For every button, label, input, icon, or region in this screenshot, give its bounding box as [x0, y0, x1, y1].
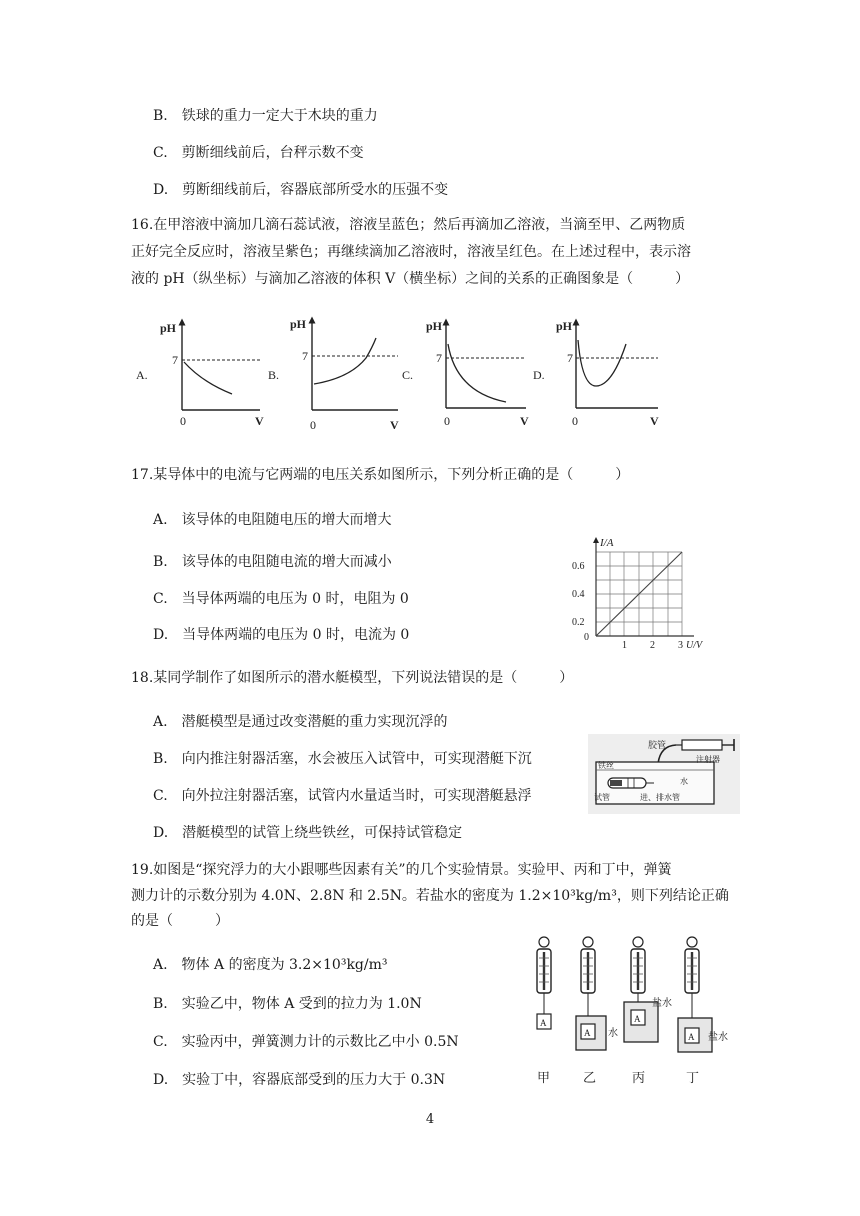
q16-graph-b-xlabel: V: [390, 418, 399, 432]
q19-label-bing: 丙: [632, 1070, 646, 1085]
q19-stem-line2: 测力计的示数分别为 4.0N、2.8N 和 2.5N。若盐水的密度为 1.2×10³kg/m³，则下列结论正确: [131, 888, 729, 904]
q18-submarine-figure: [588, 734, 740, 814]
q17-stem: 17.某导体中的电流与它两端的电压关系如图所示，下列分析正确的是（ ）: [131, 467, 630, 483]
q17-chart-xtick-3: 3: [678, 640, 683, 651]
q19-block-bing: A: [634, 1014, 641, 1024]
q16-graph-a-ylabel: pH: [160, 321, 177, 335]
q19-label-jia: 甲: [537, 1070, 551, 1085]
q16-graph-b-option: B.: [268, 368, 280, 382]
q16-graph-d-ylabel: pH: [556, 319, 573, 333]
q17-option-a: A. 该导体的电阻随电压的增大而增大: [153, 512, 392, 528]
q19-label-ding: 丁: [686, 1070, 700, 1085]
q16-graph-b-ylabel: pH: [290, 317, 307, 331]
q19-liquid-brine-1: 盐水: [652, 998, 672, 1009]
q19-scale-jia: [537, 937, 551, 1029]
q19-option-c: C. 实验丙中，弹簧测力计的示数比乙中小 0.5N: [153, 1034, 459, 1050]
q17-chart-xtick-1: 1: [622, 640, 627, 651]
q17-option-d: D. 当导体两端的电压为 0 时，电流为 0: [153, 627, 410, 643]
q16-graph-a-origin: 0: [180, 414, 186, 428]
q18-label-syringe: 注射器: [696, 755, 720, 764]
q16-graph-c-ref: 7: [436, 351, 442, 365]
q18-label-water: 水: [680, 777, 688, 786]
q18-option-b: B. 向内推注射器活塞，水会被压入试管中，可实现潜艇下沉: [153, 751, 532, 767]
q16-graph-a: [136, 321, 264, 428]
q16-stem-line3: 液的 pH（纵坐标）与滴加乙溶液的体积 V（横坐标）之间的关系的正确图象是（ ）: [131, 271, 690, 287]
q17-chart-ytick-0-4: 0.4: [572, 589, 585, 600]
q19-option-a: A. 物体 A 的密度为 3.2×10³kg/m³: [153, 957, 388, 973]
q19-scale-ding: [678, 937, 712, 1052]
q18-label-tube: 试管: [594, 793, 610, 802]
q19-block-jia: A: [540, 1018, 547, 1028]
q18-option-d: D. 潜艇模型的试管上绕些铁丝，可保持试管稳定: [153, 825, 463, 841]
q17-chart-origin: 0: [584, 632, 589, 643]
q18-option-c: C. 向外拉注射器活塞，试管内水量适当时，可实现潜艇悬浮: [153, 788, 532, 804]
q19-label-yi: 乙: [583, 1070, 597, 1085]
q17-option-c: C. 当导体两端的电压为 0 时，电阻为 0: [153, 591, 409, 607]
q16-graph-c-option: C.: [402, 368, 414, 382]
q16-graph-c: [402, 319, 529, 428]
q16-graph-b-ref: 7: [302, 349, 308, 363]
q16-graph-b-origin: 0: [310, 418, 316, 432]
q17-chart-xtick-2: 2: [650, 640, 655, 651]
q19-scale-bing: [624, 937, 658, 1042]
q15-option-b: B. 铁球的重力一定大于木块的重力: [153, 108, 378, 124]
q18-stem: 18.某同学制作了如图所示的潜水艇模型，下列说法错误的是（ ）: [131, 670, 574, 686]
q17-chart-ytick-0-2: 0.2: [572, 617, 585, 628]
q16-graph-d-origin: 0: [572, 414, 578, 428]
q16-stem-line1: 16.在甲溶液中滴加几滴石蕊试液，溶液呈蓝色；然后再滴加乙溶液，当滴至甲、乙两物质: [131, 217, 686, 233]
q17-chart-ytick-0-6: 0.6: [572, 561, 585, 572]
q16-graph-d-xlabel: V: [650, 414, 659, 428]
q19-liquid-water: 水: [608, 1028, 618, 1039]
q18-label-inlet: 进、排水管: [640, 793, 680, 802]
q15-option-d: D. 剪断细线前后，容器底部所受水的压强不变: [153, 182, 449, 198]
q16-stem-line2: 正好完全反应时，溶液呈紫色；再继续滴加乙溶液时，溶液呈红色。在上述过程中，表示溶: [131, 244, 691, 260]
q17-chart-xlabel: U/V: [686, 640, 703, 651]
q19-liquid-brine-2: 盐水: [708, 1032, 728, 1043]
q19-option-b: B. 实验乙中，物体 A 受到的拉力为 1.0N: [153, 996, 422, 1012]
q17-iu-chart: [560, 532, 710, 650]
q19-buoyancy-figure: [528, 932, 740, 1094]
q17-option-b: B. 该导体的电阻随电流的增大而减小: [153, 554, 392, 570]
q18-label-wire: 铁丝: [598, 761, 614, 770]
q16-graph-c-ylabel: pH: [426, 319, 443, 333]
q16-graph-c-origin: 0: [444, 414, 450, 428]
page-number: 4: [425, 1112, 435, 1127]
q19-block-ding: A: [688, 1032, 695, 1042]
q17-chart-ylabel: I/A: [600, 537, 614, 549]
q16-graph-b: [268, 317, 399, 432]
q16-graph-c-xlabel: V: [520, 414, 529, 428]
q18-option-a: A. 潜艇模型是通过改变潜艇的重力实现沉浮的: [153, 714, 448, 730]
q16-graph-d-ref: 7: [567, 351, 573, 365]
q18-label-hose: 胶管: [648, 740, 667, 750]
q16-graph-a-option: A.: [136, 368, 148, 382]
q16-graph-d: [533, 319, 659, 428]
q16-ph-graphs: [130, 312, 690, 437]
q19-stem-line3: 的是（ ）: [131, 913, 229, 929]
q16-graph-d-option: D.: [533, 368, 545, 382]
q16-graph-a-ref: 7: [172, 353, 178, 367]
q19-option-d: D. 实验丁中，容器底部受到的压力大于 0.3N: [153, 1072, 446, 1088]
q15-option-c: C. 剪断细线前后，台秤示数不变: [153, 145, 364, 161]
q16-graph-a-xlabel: V: [255, 414, 264, 428]
q19-scale-yi: [576, 937, 606, 1050]
q19-block-yi: A: [584, 1028, 591, 1038]
q19-stem-line1: 19.如图是“探究浮力的大小跟哪些因素有关”的几个实验情景。实验甲、丙和丁中，弹簧: [131, 862, 672, 878]
